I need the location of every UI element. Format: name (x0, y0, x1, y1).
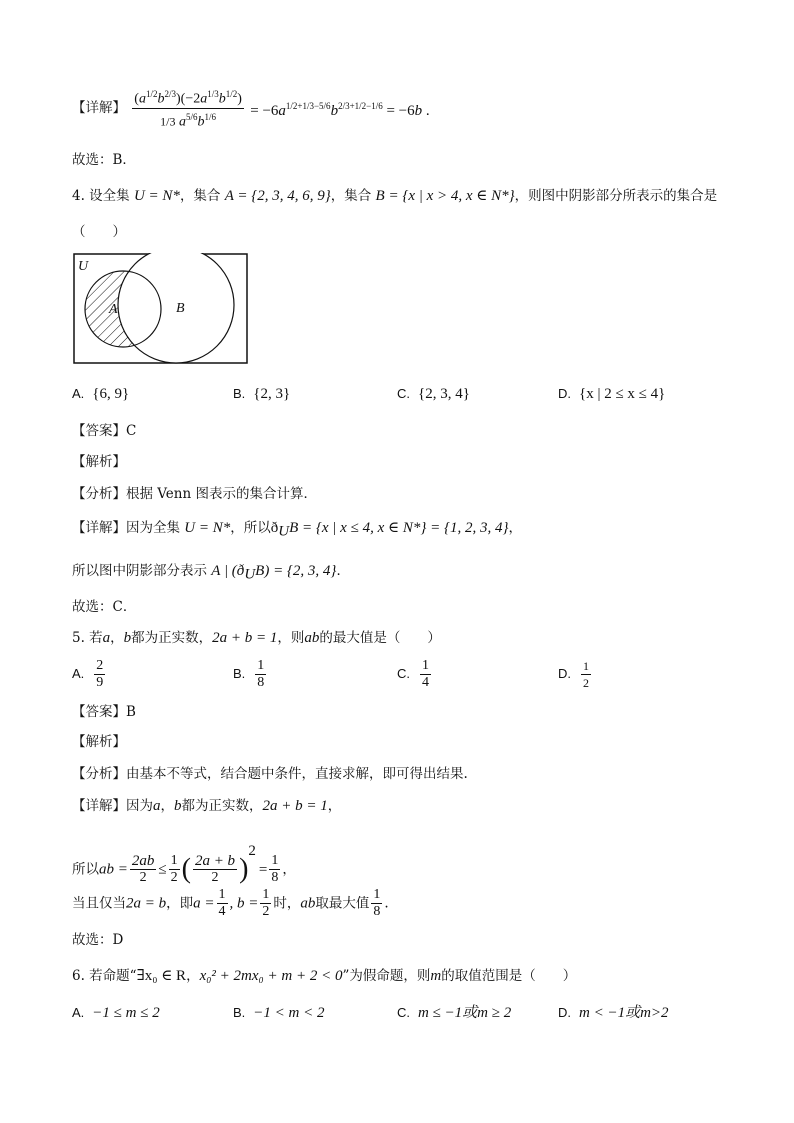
q5-var-ab: ab (300, 895, 316, 912)
q6-option-a[interactable] (72, 1003, 160, 1023)
q4-detail-2: 所以图中阴影部分表示 A | $(ð_UB) = \{2$, 3, 4}． (72, 563, 350, 583)
q5-analysis-head: 【解析】 (72, 734, 126, 750)
detail-text: ， (508, 520, 522, 536)
venn-label-b: B (176, 301, 185, 316)
detail-text: 取最大值 (315, 895, 370, 912)
q6-option-c[interactable] (397, 1003, 511, 1023)
q4-stem (72, 186, 717, 206)
fraction-denominator: 2 (211, 870, 219, 885)
q4-option-a[interactable] (72, 384, 129, 404)
fraction-numerator: 2ab (131, 853, 155, 869)
option-text: {2, 3} (253, 386, 291, 402)
detail-math: A | (ð (211, 563, 245, 579)
square-exponent: 2 (248, 843, 256, 859)
q5-var-a: a (102, 630, 111, 646)
q6-option-d[interactable] (558, 1003, 669, 1023)
detail-math: U = N* (184, 520, 231, 536)
option-label: B. (233, 386, 246, 401)
detail-math: B = {x | x ≤ 4, x ∈ N*} = {1, 2, 3, 4} (289, 520, 509, 536)
q5-condition: 2a + b = 1 (212, 630, 278, 646)
left-paren: ( (181, 853, 191, 885)
detail-math: ð (270, 520, 279, 536)
q5-var-b: b (174, 798, 182, 814)
detail-text: ，即 (166, 895, 194, 912)
fraction-denominator: 9 (96, 675, 104, 690)
q6-var-m: m (430, 968, 442, 984)
q4-universal-set: U = N* (133, 188, 180, 204)
q5-var-b: b (123, 630, 132, 646)
fraction-denominator: 2 (262, 904, 270, 919)
q4-detail-1: 【详解】因为全集 U = N*，所以$ð_UB = \{x$ | x ≤ 4, x ∈ N*} = {1, 2, 3, 4}， (72, 520, 522, 540)
q4-set-b: B = {x | x > 4, x ∈ N*} (375, 188, 515, 204)
detail-math: B) = {2, 3, 4} (255, 563, 337, 579)
detail-text: ， (282, 861, 296, 878)
q5-stem-text: 5. 若 (72, 630, 103, 646)
q6-exist-clause: ∃x₀ ∈ R (136, 968, 187, 984)
q5-var-ab: ab (304, 630, 320, 646)
q4-stem-text: ，集合 (179, 188, 221, 204)
fraction-numerator: 1 (257, 658, 265, 673)
q5-choose: 故选：D (72, 932, 124, 948)
q4-stem-text: ，则图中阴影部分所表示的集合是 (514, 188, 718, 204)
fraction-numerator: 1 (262, 887, 270, 902)
fraction-numerator: 1 (218, 887, 226, 902)
q3-result: = $-6a^{1/2+1/3-5/6}b^{2/3+1/2-1/6} = -6b$ . (250, 100, 430, 119)
q5-stem (72, 628, 441, 648)
option-text: m ≤ −1或m ≥ 2 (418, 1005, 512, 1021)
detail-text: ． (336, 563, 350, 579)
fraction-numerator: 1 (583, 659, 589, 673)
q4-stem-text: 4. 设全集 (72, 188, 130, 204)
option-label: B. (233, 666, 246, 681)
q5-option-d[interactable] (558, 658, 593, 691)
option-label: D. (558, 1005, 571, 1020)
q5-detail-3 (72, 884, 389, 923)
fraction-denominator: 4 (422, 675, 429, 690)
detail-text: . (384, 895, 389, 912)
right-paren: ) (239, 853, 249, 885)
fraction-denominator: 8 (271, 870, 279, 885)
fraction-denominator: 2 (170, 870, 178, 885)
q4-choose: 故选：C． (72, 599, 137, 615)
q5-option-b[interactable] (233, 658, 268, 691)
detail-math: , b = (229, 895, 259, 912)
q6-inequality: x₀² + 2mx₀ + m + 2 < 0 (199, 968, 343, 984)
q5-option-c[interactable] (397, 658, 433, 691)
option-text: −1 ≤ m ≤ 2 (92, 1005, 160, 1021)
option-text: −1 < m < 2 (253, 1005, 325, 1021)
q5-condition: 2a + b = 1 (262, 798, 328, 814)
q6-stem-text: 6. 若命题“ (72, 968, 137, 984)
detail-text: 都为正实数， (181, 798, 263, 814)
option-text: m < −1或m>2 (579, 1005, 669, 1021)
detail-math: 2a = b (126, 895, 167, 912)
option-label: D. (558, 386, 571, 401)
q4-stem-text: ，集合 (330, 188, 372, 204)
fraction-numerator: 1 (271, 853, 279, 868)
q5-detail-1 (72, 796, 341, 816)
detail-math: = (258, 861, 268, 878)
detail-math: ab = (99, 861, 128, 878)
q5-stem-text: ，则 (277, 630, 305, 646)
q5-stem-text: 都为正实数， (131, 630, 213, 646)
fraction-numerator: 1 (170, 853, 178, 868)
fraction-denominator: 8 (257, 675, 265, 690)
option-label: A. (72, 386, 85, 401)
detail-text: ， (327, 798, 342, 814)
detail-text: ， (160, 798, 174, 814)
detail-math: ≤ (158, 861, 167, 878)
fraction-numerator: 2 (96, 658, 104, 673)
detail-text: 所以图中阴影部分表示 (72, 563, 207, 579)
detail-text: 【详解】因为全集 (72, 520, 180, 536)
q4-option-d[interactable] (558, 384, 665, 404)
q5-answer: 【答案】B (72, 704, 136, 720)
fraction-numerator: 1 (422, 658, 429, 673)
option-text: {6, 9} (92, 386, 130, 402)
detail-label: 【详解】 (72, 100, 126, 117)
q6-stem-text: ”为假命题，则 (342, 968, 431, 984)
detail-text: ，所以 (230, 520, 271, 536)
q5-var-a: a (153, 798, 161, 814)
q5-stem-text: ， (110, 630, 124, 646)
fraction-denominator: 2 (583, 676, 589, 690)
q6-stem (72, 966, 576, 986)
option-text: {x | 2 ≤ x ≤ 4} (579, 386, 666, 402)
option-label: C. (397, 386, 410, 401)
q4-paren: （ ） (72, 224, 126, 240)
q5-detail-2 (72, 832, 296, 889)
venn-diagram (73, 253, 249, 365)
detail-text: 当且仅当 (72, 895, 126, 912)
q6-stem-text: 的取值范围是（ ） (441, 968, 577, 984)
option-label: A. (72, 666, 85, 681)
option-label: C. (397, 1005, 410, 1020)
detail-math: a = (193, 895, 215, 912)
q6-option-b[interactable] (233, 1003, 325, 1023)
fraction-numerator: 1 (373, 887, 381, 902)
fraction-denominator: 2 (139, 870, 147, 885)
venn-label-a: A (109, 302, 118, 317)
q4-answer: 【答案】C (72, 423, 137, 439)
detail-text: 时， (273, 895, 301, 912)
q3-choose: 故选：B． (72, 152, 136, 168)
option-label: C. (397, 666, 410, 681)
q6-stem-text: ， (186, 968, 200, 984)
fraction-denominator: 4 (218, 904, 226, 919)
q5-option-a[interactable] (72, 658, 107, 691)
q4-option-b[interactable] (233, 384, 290, 404)
option-label: D. (558, 666, 571, 681)
option-label: B. (233, 1005, 246, 1020)
fraction-denominator: 8 (373, 904, 381, 919)
q3-detail (72, 86, 430, 130)
venn-label-u: U (78, 259, 89, 274)
option-label: A. (72, 1005, 85, 1020)
detail-text: 【详解】因为 (72, 798, 153, 814)
q4-option-c[interactable] (397, 384, 470, 404)
q5-analysis: 【分析】由基本不等式，结合题中条件，直接求解，即可得出结果. (72, 766, 468, 782)
q4-set-a: A = {2, 3, 4, 6, 9} (224, 188, 331, 204)
option-text: {2, 3, 4} (418, 386, 470, 402)
q4-analysis: 【分析】根据 Venn 图表示的集合计算． (72, 486, 317, 502)
fraction-numerator: 2a + b (194, 853, 236, 869)
q5-stem-text: 的最大值是（ ） (319, 630, 441, 646)
detail-text: 所以 (72, 861, 99, 878)
q3-fraction: $\frac{(a^{1/2}b^{2/3})(-2a^{1/3}b^{1/2})}{1/3 a^{5/6}b^{1/6}}$ (132, 86, 244, 130)
q4-analysis-head: 【解析】 (72, 454, 126, 470)
